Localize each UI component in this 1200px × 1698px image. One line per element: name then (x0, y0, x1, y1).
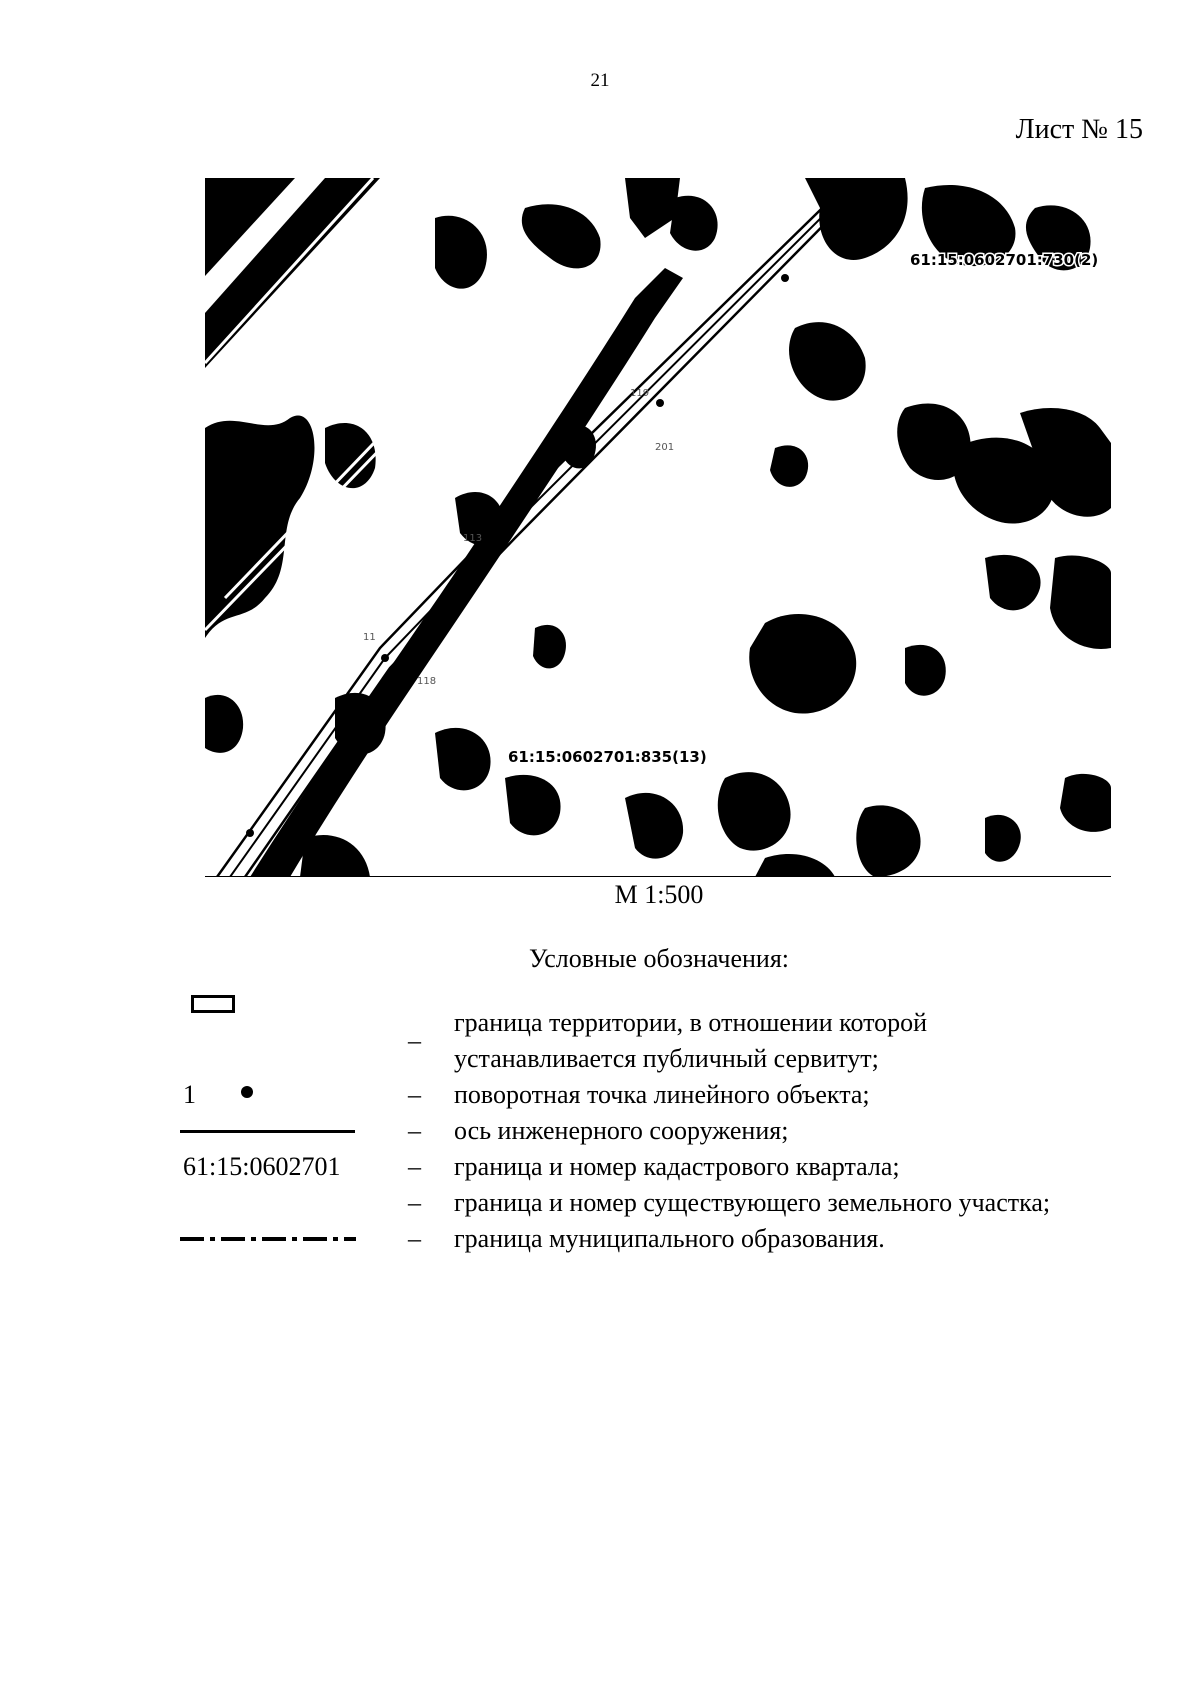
legend-separator: – (408, 1116, 421, 1145)
legend-item-land-plot (180, 1185, 1180, 1221)
legend-separator: – (408, 1188, 421, 1217)
parcel-label-730: 61:15:0602701:730(2) (910, 251, 1099, 269)
legend-symbol (180, 1077, 360, 1113)
legend-text: ось инженерного сооружения; (454, 1116, 789, 1145)
legend-text: поворотная точка линейного объекта; (454, 1080, 870, 1109)
servitude-boundary-icon (217, 178, 870, 877)
legend-symbol (180, 1221, 360, 1257)
point-label: 118 (417, 676, 437, 687)
dot-icon (241, 1086, 253, 1098)
rectangle-outline-icon (191, 995, 235, 1013)
legend-text: граница муниципального образования. (454, 1224, 885, 1253)
solid-line-icon (180, 1130, 355, 1133)
legend-text (454, 1005, 1180, 1077)
map-scale: М 1:500 (614, 880, 704, 909)
legend-separator: – (408, 1026, 421, 1055)
legend-separator: – (408, 1224, 421, 1253)
cadastral-quarter-code: 61:15:0602701 (183, 1152, 341, 1181)
page-number: 21 (590, 70, 610, 91)
legend-text-line: граница территории, в отношении которой (454, 1008, 928, 1037)
map-image (205, 178, 1111, 877)
legend-symbol (180, 1113, 360, 1149)
legend-separator: – (408, 1080, 421, 1109)
sheet-title: Лист № 15 (1015, 114, 1143, 145)
legend (180, 1005, 1180, 1257)
legend-separator: – (408, 1152, 421, 1181)
point-label: 119 (630, 388, 650, 399)
legend-text-line: устанавливается публичный сервитут; (454, 1044, 879, 1073)
legend-text: граница и номер кадастрового квартала; (454, 1152, 900, 1181)
parcel-label-835: 61:15:0602701:835(13) (508, 748, 707, 766)
legend-title: Условные обозначения: (528, 944, 790, 973)
legend-symbol (180, 1185, 360, 1221)
point-label: 11 (363, 632, 376, 643)
dash-dot-line-icon (180, 1234, 360, 1244)
point-label: 201 (655, 442, 675, 453)
legend-item-servitude-boundary (180, 1005, 1180, 1077)
legend-symbol (180, 1149, 360, 1185)
legend-item-turning-point (180, 1077, 1180, 1113)
legend-symbol (180, 1005, 360, 1041)
legend-item-axis (180, 1113, 1180, 1149)
legend-item-cadastral-quarter (180, 1149, 1180, 1185)
point-number-label: 1 (183, 1080, 196, 1109)
legend-text: граница и номер существующего земельного участка; (454, 1188, 1051, 1217)
legend-item-municipal-boundary (180, 1221, 1180, 1257)
map-bottom-border (205, 876, 1111, 877)
point-label: 113 (463, 533, 483, 544)
